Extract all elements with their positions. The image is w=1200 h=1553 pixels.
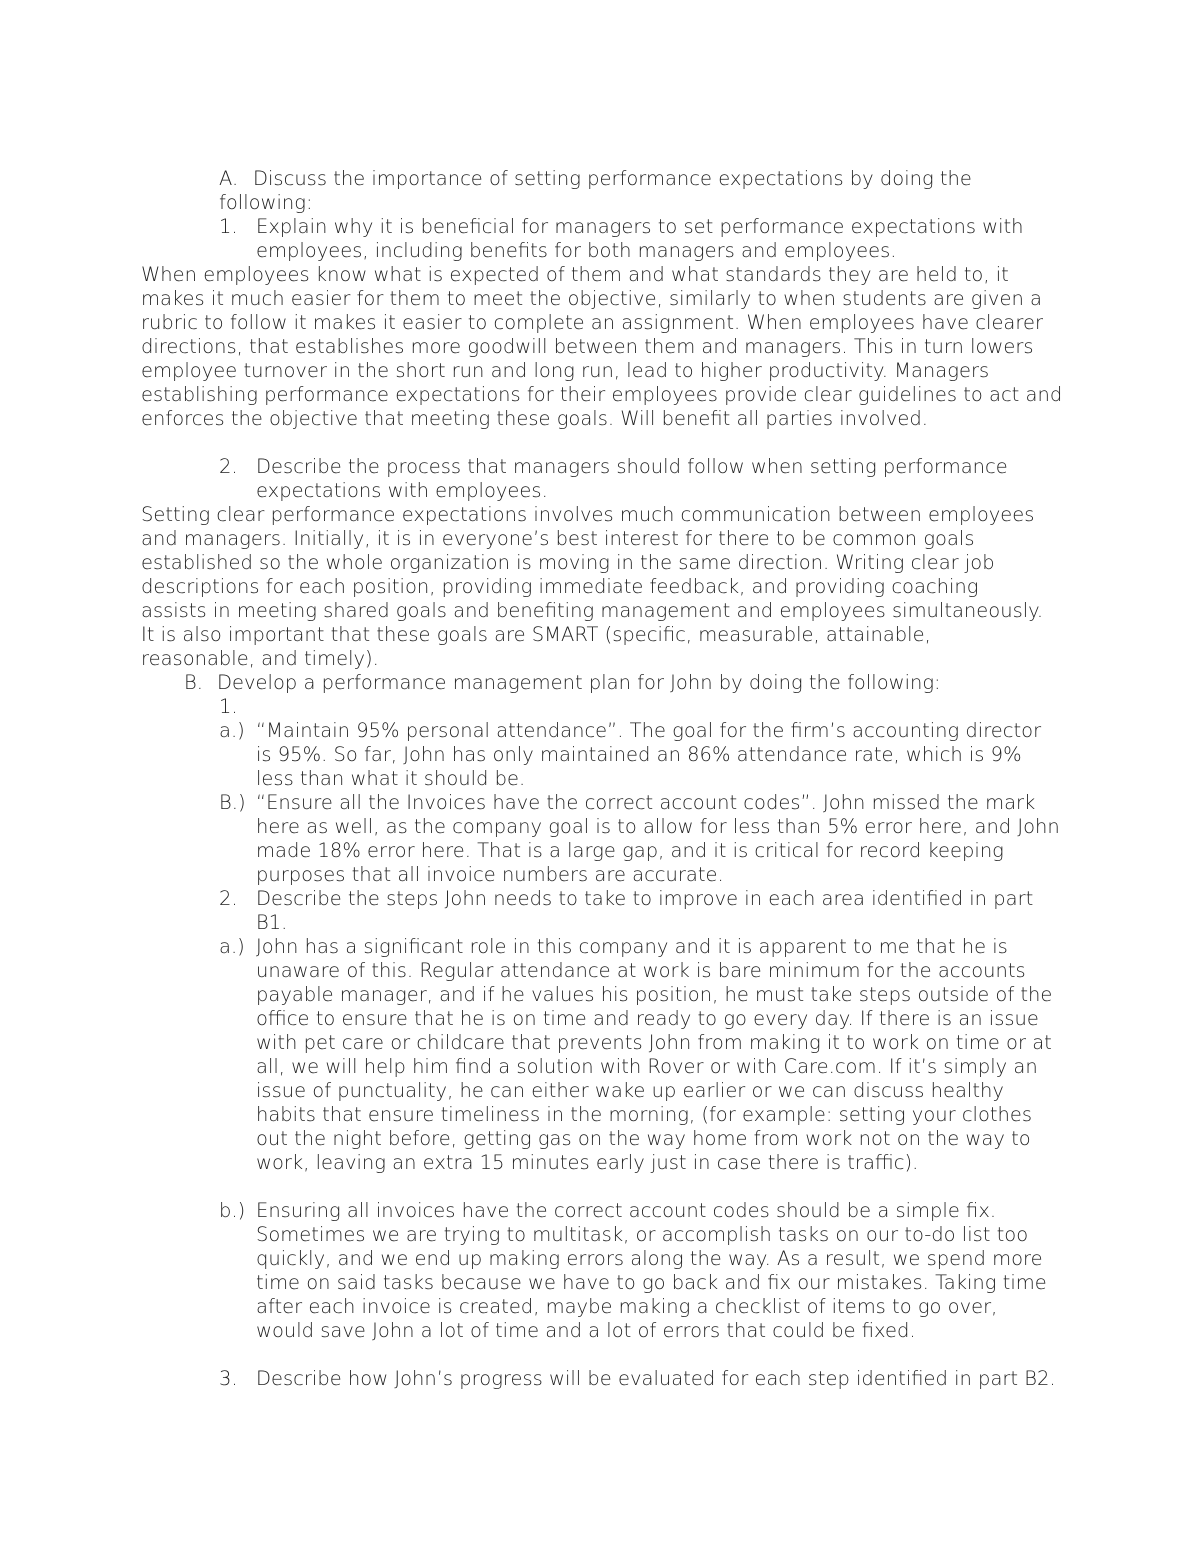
item-b3 xyxy=(219,1367,1069,1415)
item-b2-marker: 2. xyxy=(219,887,238,910)
item-b2 xyxy=(219,887,1069,935)
question-a2-marker: 2. xyxy=(219,455,238,478)
question-a1-text: Explain why it is beneficial for managers to set performance expectations with employees, including benefits for both managers and employees. xyxy=(256,215,1024,262)
item-b2b-marker: b.) xyxy=(219,1199,246,1222)
item-b2b xyxy=(219,1199,1069,1367)
section-a-marker: A. xyxy=(219,167,239,190)
item-b2b-text: Ensuring all invoices have the correct account codes should be a simple fix. Sometimes we are trying to multitask, or accomplish tasks on our to-do list too quickly, and we end up making errors along the way. As a result, we spend more time on said tasks because we have to go back and fix our mistakes. Taking time after each invoice is created, maybe making a checklist of items to go over, would save John a lot of time and a lot of errors that could be fixed. xyxy=(256,1199,1047,1342)
item-b1a-marker: a.) xyxy=(219,719,245,742)
item-b3-text: Describe how John’s progress will be evaluated for each step identified in part B2. xyxy=(256,1367,1056,1390)
section-b1 xyxy=(219,695,279,719)
item-b2-text: Describe the steps John needs to take to improve in each area identified in part B1. xyxy=(256,887,1034,934)
item-b3-marker: 3. xyxy=(219,1367,238,1390)
question-a1-marker: 1. xyxy=(219,215,238,238)
item-b1a-text: “Maintain 95% personal attendance”. The goal for the firm’s accounting director is 95%. So far, John has only maintained an 86% attendance rate, which is 9% less than what it should be. xyxy=(256,719,1042,790)
item-b1b-marker: B.) xyxy=(219,791,246,814)
section-b-heading-text: Develop a performance management plan for John by doing the following: xyxy=(217,671,941,694)
question-a2 xyxy=(219,455,1069,503)
section-b-marker: B. xyxy=(184,671,203,694)
section-a-heading xyxy=(219,167,1069,215)
question-a2-text: Describe the process that managers should follow when setting performance expectations with employees. xyxy=(256,455,1008,502)
item-b2a-text: John has a significant role in this company and it is apparent to me that he is unaware of this. Regular attendance at work is bare minimum for the accounts payable manager, and if he values his position, he must take steps outside of the office to ensure that he is on time and ready to go every day. If there is an issue with pet care or childcare that prevents John from making it to work on time or at all, we will help him find a solution with Rover or with Care.com. If it’s simply an issue of punctuality, he can either wake up earlier or we can discuss healthy habits that ensure timeliness in the morning, (for example: setting your clothes out the night before, getting gas on the way home from work not on the way to work, leaving an extra 15 minutes early just in case there is traffic). xyxy=(256,935,1053,1174)
item-b2a xyxy=(219,935,1069,1199)
item-b1b xyxy=(219,791,1069,887)
item-b1b-text: “Ensure all the Invoices have the correct account codes”. John missed the mark here as well, as the company goal is to allow for less than 5% error here, and John made 18% error here. That is a large gap, and it is critical for record keeping purposes that all invoice numbers are accurate. xyxy=(256,791,1060,886)
question-a1 xyxy=(219,215,1069,263)
section-b1-marker: 1. xyxy=(219,695,238,718)
item-b1a xyxy=(219,719,1069,791)
answer-a2: Setting clear performance expectations involves much communication between employees and managers. Initially, it is in everyone’s best interest for there to be common goals established so the whole organization is moving in the same direction. Writing clear job descriptions for each position, providing immediate feedback, and providing coaching assists in meeting shared goals and benefiting management and employees simultaneously. It is also important that these goals are SMART (specific, measurable, attainable, reasonable, and timely). xyxy=(141,503,1044,670)
item-b2a-marker: a.) xyxy=(219,935,245,958)
answer-a1: When employees know what is expected of them and what standards they are held to, it makes it much easier for them to meet the objective, similarly to when students are given a rubric to follow it makes it easier to complete an assignment. When employees have clearer directions, that establishes more goodwill between them and managers. This in turn lowers employee turnover in the short run and long run, lead to higher productivity. Managers establishing performance expectations for their employees provide clear guidelines to act and enforces the objective that meeting these goals. Will benefit all parties involved. xyxy=(141,263,1063,430)
section-b-heading xyxy=(184,671,1064,695)
section-a-heading-text: Discuss the importance of setting performance expectations by doing the following: xyxy=(219,167,972,214)
